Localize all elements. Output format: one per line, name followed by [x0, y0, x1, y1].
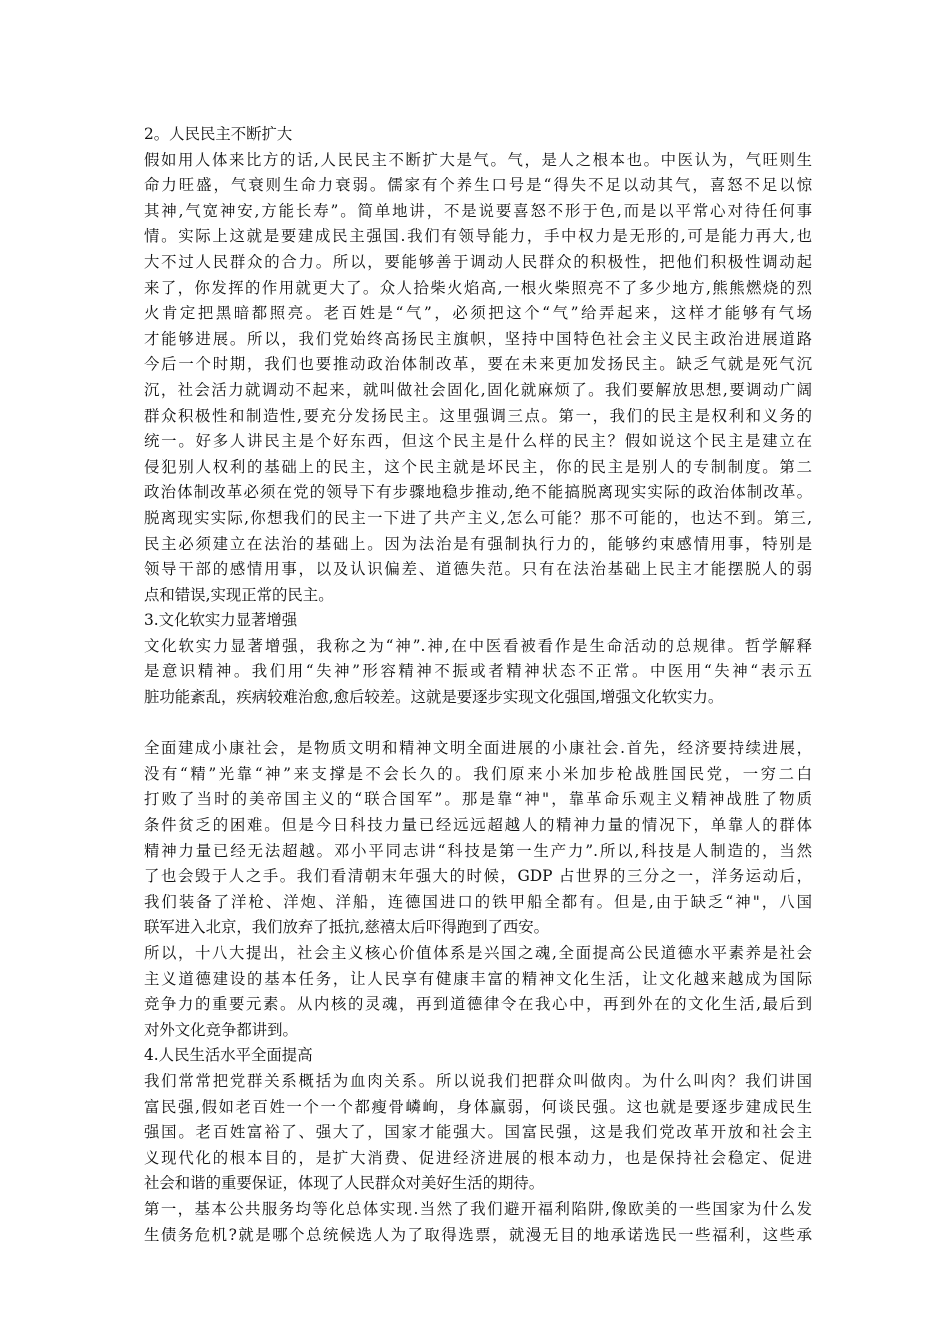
- blank-line: [144, 711, 812, 737]
- text-line: 沉，社会活力就调动不起来，就叫做社会固化,固化就麻烦了。我们要解放思想,要调动广阔: [144, 380, 812, 399]
- text-line: 其神,气宽神安,方能长寿”。简单地讲，不是说要喜怒不形于色,而是以平常心对待任何事: [144, 201, 812, 220]
- text-line: 生债务危机?就是哪个总统候选人为了取得选票，就漫无目的地承诺选民一些福利，这些承: [144, 1225, 812, 1244]
- text-line: 打败了当时的美帝国主义的“联合国军”。那是靠“神"，靠革命乐观主义精神战胜了物质: [144, 790, 812, 809]
- text-line: 脱离现实实际,你想我们的民主一下进了共产主义,怎么可能？那不可能的，也达不到。第三,: [144, 508, 812, 527]
- text-line: 第一，基本公共服务均等化总体实现.当然了我们避开福利陷阱,像欧美的一些国家为什么发: [144, 1199, 812, 1218]
- text-line: 命力旺盛，气衰则生命力衰弱。儒家有个养生口号是“得失不足以动其气，喜怒不足以惊: [144, 176, 812, 195]
- document-body: [144, 122, 812, 1248]
- section-heading-3: 3.文化软实力显著增强: [144, 611, 298, 630]
- section-heading-2: 2。人民民主不断扩大: [144, 125, 293, 143]
- text-line: 火肯定把黑暗都照亮。老百姓是“气”，必须把这个“气”给弄起来，这样才能够有气场: [144, 304, 812, 323]
- text-line: 所以，十八大提出，社会主义核心价值体系是兴国之魂,全面提高公民道德水平素养是社会: [144, 944, 812, 962]
- text-line: 点和错误,实现正常的民主。: [144, 585, 334, 604]
- text-line: 民主必须建立在法治的基础上。因为法治是有强制执行力的，能够约束感情用事，特别是: [144, 534, 812, 553]
- text-line: 条件贫乏的困难。但是今日科技力量已经远远超越人的精神力量的情况下，单靠人的群体: [144, 816, 812, 835]
- text-line: 竞争力的重要元素。从内核的灵魂，再到道德律令在我心中，再到外在的文化生活,最后到: [144, 995, 812, 1014]
- text-line: 主义道德建设的基本任务，让人民享有健康丰富的精神文化生活，让文化越来越成为国际: [144, 969, 812, 988]
- text-line: 我们常常把党群关系概括为血肉关系。所以说我们把群众叫做肉。为什么叫肉？我们讲国: [144, 1071, 812, 1090]
- text-line: 脏功能紊乱，疾病较难治愈,愈后较差。这就是要逐步实现文化强国,增强文化软实力。: [144, 688, 724, 707]
- text-line: 对外文化竞争都讲到。: [144, 1020, 298, 1039]
- text-line: 联军进入北京，我们放弃了抵抗,慈禧太后吓得跑到了西安。: [144, 918, 550, 937]
- text-line: 才能够进展。所以，我们党始终高扬民主旗帜，坚持中国特色社会主义民主政治进展道路: [144, 329, 812, 348]
- text-line: 义现代化的根本目的，是扩大消费、促进经济进展的根本动力，也是保持社会稳定、促进: [144, 1148, 812, 1167]
- text-line: 强国。老百姓富裕了、强大了，国家才能强大。国富民强，这是我们党改革开放和社会主: [144, 1123, 812, 1142]
- text-line: 没有“精”光靠“神”来支撑是不会长久的。我们原来小米加步枪战胜国民党，一穷二白: [144, 764, 812, 783]
- text-line: 领导干部的感情用事，以及认识偏差、道德失范。只有在法治基础上民主才能摆脱人的弱: [144, 560, 812, 579]
- section-heading-4: 4.人民生活水平全面提高: [144, 1046, 313, 1065]
- text-line: 是意识精神。我们用“失神”形容精神不振或者精神状态不正常。中医用“失神“表示五: [144, 662, 812, 681]
- text-line: 假如用人体来比方的话,人民民主不断扩大是气。气，是人之根本也。中医认为，气旺则生: [144, 150, 812, 169]
- text-line: 政治体制改革必须在党的领导下有步骤地稳步推动,绝不能搞脱离现实实际的政治体制改革。: [144, 483, 812, 502]
- text-line: 统一。好多人讲民主是个好东西，但这个民主是什么样的民主？假如说这个民主是建立在: [144, 432, 812, 451]
- text-line: 群众积极性和制造性,要充分发扬民主。这里强调三点。第一，我们的民主是权利和义务的: [144, 406, 812, 425]
- text-line: 全面建成小康社会，是物质文明和精神文明全面进展的小康社会.首先，经济要持续进展，: [144, 739, 812, 758]
- text-line: 富民强,假如老百姓一个一个都瘦骨嶙峋，身体赢弱，何谈民强。这也就是要逐步建成民生: [144, 1097, 812, 1116]
- text-line: 了也会毁于人之手。我们看清朝末年强大的时候，GDP 占世界的三分之一，洋务运动后，: [144, 867, 812, 886]
- text-line: 今后一个时期，我们也要推动政治体制改革，要在未来更加发扬民主。缺乏气就是死气沉: [144, 355, 812, 374]
- text-line: 我们装备了洋枪、洋炮、洋船，连德国进口的铁甲船全都有。但是,由于缺乏“神"，八国: [144, 892, 812, 911]
- text-line: 社会和谐的重要保证，体现了人民群众对美好生活的期待。: [144, 1174, 545, 1193]
- text-line: 大不过人民群众的合力。所以，要能够善于调动人民群众的积极性，把他们积极性调动起: [144, 252, 812, 271]
- text-line: 来了，你发挥的作用就更大了。众人拾柴火焰高,一根火柴照亮不了多少地方,熊熊燃烧的烈: [144, 278, 812, 297]
- text-line: 文化软实力显著增强，我称之为“神”.神,在中医看被看作是生命活动的总规律。哲学解释: [144, 636, 812, 655]
- text-line: 情。实际上这就是要建成民主强国.我们有领导能力，手中权力是无形的,可是能力再大,也: [144, 227, 812, 246]
- text-line: 精神力量已经无法超越。邓小平同志讲“科技是第一生产力”.所以,科技是人制造的，当然: [144, 841, 812, 860]
- text-line: 侵犯别人权利的基础上的民主，这个民主就是坏民主，你的民主是别人的专制制度。第二: [144, 457, 812, 476]
